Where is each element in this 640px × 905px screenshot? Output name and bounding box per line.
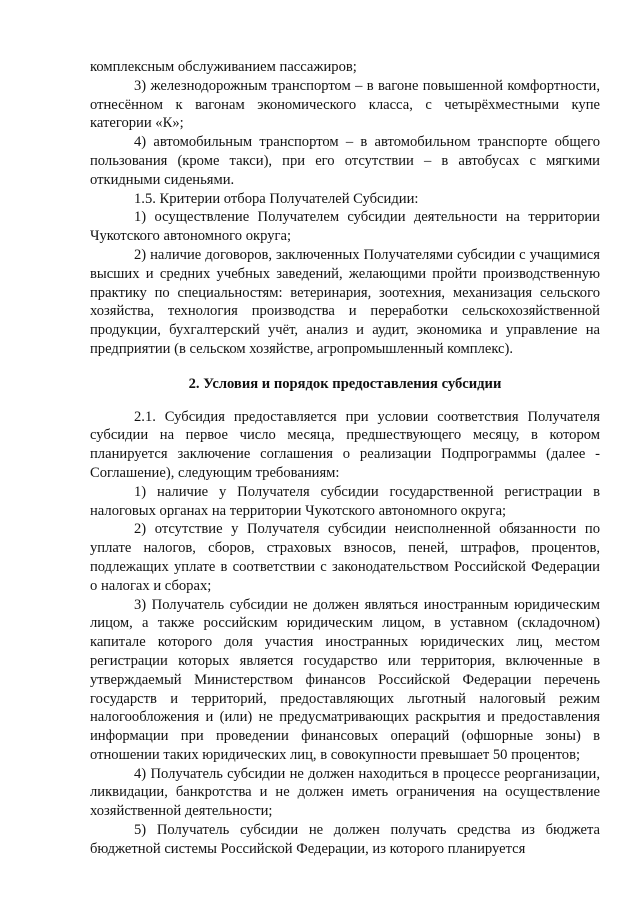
list-item-rail-transport: 3) железнодорожным транспортом – в вагоне повышенной комфортности, отнесённом к вагонам экономического класса, с четырёхместными купе категории «К»; [90, 77, 600, 132]
requirement-item-1: 1) наличие у Получателя субсидии государственной регистрации в налоговых органах на территории Чукотского автономного округа; [90, 483, 600, 519]
criteria-item-2: 2) наличие договоров, заключенных Получателями субсидии с учащимися высших и средних учебных заведений, желающими пройти производственную практику по специальностям: ветеринария, зоотехния, механизация сельского хозяйства, технология производства и переработки сельскохозяйственной продукции, бухгалтерский учёт, анализ и аудит, экономика и управление на предприятии (в сельском хозяйстве, агропромышленный комплекс). [90, 246, 600, 357]
section-intro: 2.1. Субсидия предоставляется при условии соответствия Получателя субсидии на первое число месяца, предшествующего месяцу, в котором планируется заключение соглашения о реализации Подпрограммы (далее - Соглашение), следующим требованиям: [90, 408, 600, 481]
requirement-item-4: 4) Получатель субсидии не должен находиться в процессе реорганизации, ликвидации, банкротства и не должен иметь ограничения на осуществление хозяйственной деятельности; [90, 765, 600, 820]
requirement-item-3: 3) Получатель субсидии не должен являться иностранным юридическим лицом, а также российским юридическим лицом, в уставном (складочном) капитале которого доля участия иностранных юридических лиц, местом регистрации которых является государство или территория, включенные в утверждаемый Министерством финансов Российской Федерации перечень государств и территорий, предоставляющих льготный налоговый режим налогообложения и (или) не предусматривающих раскрытия и предоставления информации при проведении финансовых операций (офшорные зоны) в отношении таких юридических лиц, в совокупности превышает 50 процентов; [90, 596, 600, 763]
document-page [90, 58, 600, 859]
continuation-text: комплексным обслуживанием пассажиров; [90, 59, 357, 75]
list-item-auto-transport: 4) автомобильным транспортом – в автомобильном транспорте общего пользования (кроме такси), при его отсутствии – в автобусах с мягкими откидными сиденьями. [90, 134, 600, 188]
section-heading: 2. Условия и порядок предоставления субсидии [188, 375, 502, 392]
criteria-item-1: 1) осуществление Получателем субсидии деятельности на территории Чукотского автономного округа; [90, 209, 600, 245]
requirement-item-2: 2) отсутствие у Получателя субсидии неисполненной обязанности по уплате налогов, сборов, страховых взносов, пеней, штрафов, процентов, подлежащих уплате в соответствии с законодательством Российской Федерации о налогах и сборах; [90, 521, 600, 594]
requirement-item-5: 5) Получатель субсидии не должен получать средства из бюджета бюджетной системы Российской Федерации, из которого планируется [90, 822, 600, 857]
criteria-title: 1.5. Критерии отбора Получателей Субсидии: [134, 190, 419, 207]
